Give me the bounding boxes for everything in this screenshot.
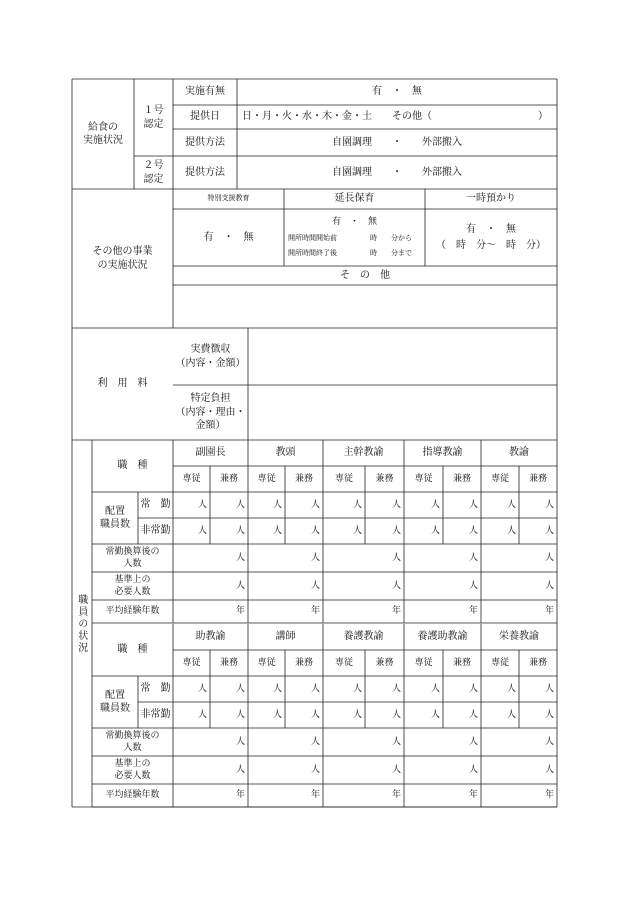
avg-years-field[interactable]: 年 [391, 606, 401, 617]
required-count-field[interactable]: 人 [468, 580, 478, 591]
concurrent-label: 兼務 [528, 473, 547, 484]
job-title: 講師 [275, 631, 296, 643]
concurrent-label: 兼務 [375, 473, 394, 484]
converted-count-field[interactable]: 人 [468, 736, 478, 747]
converted-count-label: 常勤換算後の 人数 [105, 730, 160, 753]
cert1-label: １号 認定 [143, 105, 164, 130]
avg-years-field[interactable]: 年 [468, 606, 478, 617]
person-count-field[interactable]: 人 [272, 683, 282, 694]
person-count-field[interactable]: 人 [352, 709, 362, 720]
other-misc-title: そ の 他 [340, 269, 390, 281]
job-title: 指導教諭 [422, 447, 463, 459]
fee-actual-field[interactable] [248, 328, 557, 385]
concurrent-label: 兼務 [294, 657, 313, 668]
person-count-field[interactable]: 人 [310, 525, 320, 536]
extended-start-label: 開所時間開始前 [288, 234, 337, 243]
person-count-field[interactable]: 人 [506, 709, 516, 720]
temporary-care-time[interactable]: （ 時 分〜 時 分） [436, 240, 546, 252]
person-count-field[interactable]: 人 [310, 709, 320, 720]
meal-days-label: 提供日 [190, 111, 220, 123]
person-count-field[interactable]: 人 [391, 709, 401, 720]
converted-count-field[interactable]: 人 [544, 736, 554, 747]
person-count-field[interactable]: 人 [352, 525, 362, 536]
cert2-label: ２号 認定 [143, 160, 164, 185]
meal-impl-value[interactable]: 有 ・ 無 [372, 86, 422, 98]
converted-count-field[interactable]: 人 [544, 552, 554, 563]
temporary-care-value[interactable]: 有 ・ 無 [466, 224, 516, 236]
person-count-field[interactable]: 人 [235, 683, 245, 694]
converted-count-field[interactable]: 人 [310, 736, 320, 747]
fulltime-label: 常 勤 [140, 499, 171, 511]
fee-section-label: 利 用 料 [97, 378, 148, 390]
job-type-label: 職 種 [117, 644, 148, 656]
avg-years-label: 平均経験年数 [105, 790, 160, 801]
person-count-field[interactable]: 人 [310, 683, 320, 694]
avg-years-label: 平均経験年数 [105, 606, 160, 617]
meal-method-value-1[interactable]: 自園調理 ・ 外部搬入 [332, 136, 462, 148]
extended-care-title: 延長保育 [334, 193, 375, 205]
person-count-field[interactable]: 人 [430, 499, 440, 510]
person-count-field[interactable]: 人 [352, 499, 362, 510]
exclusive-label: 専従 [182, 657, 201, 668]
job-title: 助教諭 [195, 631, 226, 643]
converted-count-field[interactable]: 人 [235, 736, 245, 747]
avg-years-field[interactable]: 年 [235, 606, 245, 617]
job-title: 養護教諭 [343, 631, 384, 643]
job-type-label: 職 種 [117, 460, 148, 472]
avg-years-field[interactable]: 年 [310, 790, 320, 801]
person-count-field[interactable]: 人 [544, 525, 554, 536]
avg-years-field[interactable]: 年 [235, 790, 245, 801]
meal-days-close: ） [538, 111, 548, 123]
fulltime-label: 常 勤 [140, 683, 171, 695]
exclusive-label: 専従 [414, 657, 433, 668]
fee-specific-label: 特定負担 （内容・理由・ 金額） [175, 393, 246, 432]
person-count-field[interactable]: 人 [197, 499, 207, 510]
meal-impl-label: 実施有無 [185, 86, 225, 98]
person-count-field[interactable]: 人 [197, 709, 207, 720]
exclusive-label: 専従 [182, 473, 201, 484]
concurrent-label: 兼務 [528, 657, 547, 668]
exclusive-label: 専従 [257, 473, 276, 484]
fee-specific-field[interactable] [248, 385, 557, 440]
person-count-field[interactable]: 人 [391, 499, 401, 510]
exclusive-label: 専従 [257, 657, 276, 668]
converted-count-field[interactable]: 人 [391, 552, 401, 563]
concurrent-label: 兼務 [452, 473, 471, 484]
special-support-title: 特別支援教育 [207, 194, 250, 203]
meal-method-label-2: 提供方法 [185, 166, 225, 178]
exclusive-label: 専従 [334, 657, 353, 668]
person-count-field[interactable]: 人 [468, 683, 478, 694]
person-count-field[interactable]: 人 [235, 709, 245, 720]
person-count-field[interactable]: 人 [235, 499, 245, 510]
converted-count-field[interactable]: 人 [468, 552, 478, 563]
person-count-field[interactable]: 人 [468, 709, 478, 720]
person-count-field[interactable]: 人 [544, 499, 554, 510]
person-count-field[interactable]: 人 [391, 525, 401, 536]
avg-years-field[interactable]: 年 [391, 790, 401, 801]
other-section-label: その他の事業 の実施状況 [92, 246, 153, 271]
person-count-field[interactable]: 人 [197, 683, 207, 694]
person-count-field[interactable]: 人 [310, 499, 320, 510]
extended-care-value[interactable]: 有 ・ 無 [331, 216, 377, 227]
concurrent-label: 兼務 [219, 473, 238, 484]
required-count-field[interactable]: 人 [310, 580, 320, 591]
extended-end-label: 開所時間終了後 [288, 249, 337, 258]
person-count-field[interactable]: 人 [544, 683, 554, 694]
person-count-field[interactable]: 人 [430, 709, 440, 720]
meal-days-value[interactable]: 日・月・火・水・木・金・土 その他（ [242, 111, 432, 123]
required-count-field[interactable]: 人 [391, 580, 401, 591]
job-title: 養護助教諭 [417, 631, 468, 643]
required-count-label: 基準上の 必要人数 [114, 574, 151, 597]
person-count-field[interactable]: 人 [544, 709, 554, 720]
meal-section-label: 給食の 実施状況 [83, 121, 123, 146]
parttime-label: 非常勤 [140, 525, 171, 537]
job-title: 栄養教諭 [499, 631, 539, 643]
exclusive-label: 専従 [414, 473, 433, 484]
person-count-field[interactable]: 人 [352, 683, 362, 694]
required-count-field[interactable]: 人 [235, 764, 245, 775]
person-count-field[interactable]: 人 [468, 499, 478, 510]
other-misc-field[interactable] [173, 285, 557, 328]
person-count-field[interactable]: 人 [506, 525, 516, 536]
staff-section-label: 職員の状況 [75, 593, 87, 654]
required-count-field[interactable]: 人 [468, 764, 478, 775]
concurrent-label: 兼務 [219, 657, 238, 668]
exclusive-label: 専従 [334, 473, 353, 484]
job-title: 教頭 [275, 447, 296, 459]
required-count-label: 基準上の 必要人数 [114, 758, 151, 781]
extended-end-unit[interactable]: 時 分まで [370, 249, 412, 258]
placement-staff-label: 配置 職員数 [100, 689, 130, 714]
required-count-field[interactable]: 人 [391, 764, 401, 775]
placement-staff-label: 配置 職員数 [100, 505, 130, 530]
person-count-field[interactable]: 人 [430, 525, 440, 536]
converted-count-field[interactable]: 人 [235, 552, 245, 563]
person-count-field[interactable]: 人 [272, 709, 282, 720]
converted-count-field[interactable]: 人 [391, 736, 401, 747]
person-count-field[interactable]: 人 [506, 683, 516, 694]
concurrent-label: 兼務 [452, 657, 471, 668]
person-count-field[interactable]: 人 [391, 683, 401, 694]
person-count-field[interactable]: 人 [506, 499, 516, 510]
converted-count-label: 常勤換算後の 人数 [105, 546, 160, 569]
parttime-label: 非常勤 [140, 709, 171, 721]
required-count-field[interactable]: 人 [544, 764, 554, 775]
concurrent-label: 兼務 [375, 657, 394, 668]
job-title: 主幹教諭 [343, 447, 384, 459]
meal-method-value-2[interactable]: 自園調理 ・ 外部搬入 [332, 166, 462, 178]
avg-years-field[interactable]: 年 [468, 790, 478, 801]
required-count-field[interactable]: 人 [544, 580, 554, 591]
job-title: 副園長 [195, 447, 226, 459]
fee-actual-label: 実費徴収 （内容・金額） [175, 344, 246, 369]
person-count-field[interactable]: 人 [235, 525, 245, 536]
extended-start-unit[interactable]: 時 分から [370, 234, 412, 243]
person-count-field[interactable]: 人 [468, 525, 478, 536]
job-title: 教諭 [509, 447, 529, 459]
avg-years-field[interactable]: 年 [310, 606, 320, 617]
converted-count-field[interactable]: 人 [310, 552, 320, 563]
avg-years-field[interactable]: 年 [544, 790, 554, 801]
required-count-field[interactable]: 人 [235, 580, 245, 591]
avg-years-field[interactable]: 年 [544, 606, 554, 617]
meal-method-label-1: 提供方法 [185, 136, 225, 148]
exclusive-label: 専従 [490, 657, 509, 668]
person-count-field[interactable]: 人 [272, 525, 282, 536]
person-count-field[interactable]: 人 [197, 525, 207, 536]
required-count-field[interactable]: 人 [310, 764, 320, 775]
special-support-value[interactable]: 有 ・ 無 [203, 231, 254, 243]
exclusive-label: 専従 [490, 473, 509, 484]
person-count-field[interactable]: 人 [272, 499, 282, 510]
temporary-care-title: 一時預かり [466, 193, 516, 205]
concurrent-label: 兼務 [294, 473, 313, 484]
person-count-field[interactable]: 人 [430, 683, 440, 694]
